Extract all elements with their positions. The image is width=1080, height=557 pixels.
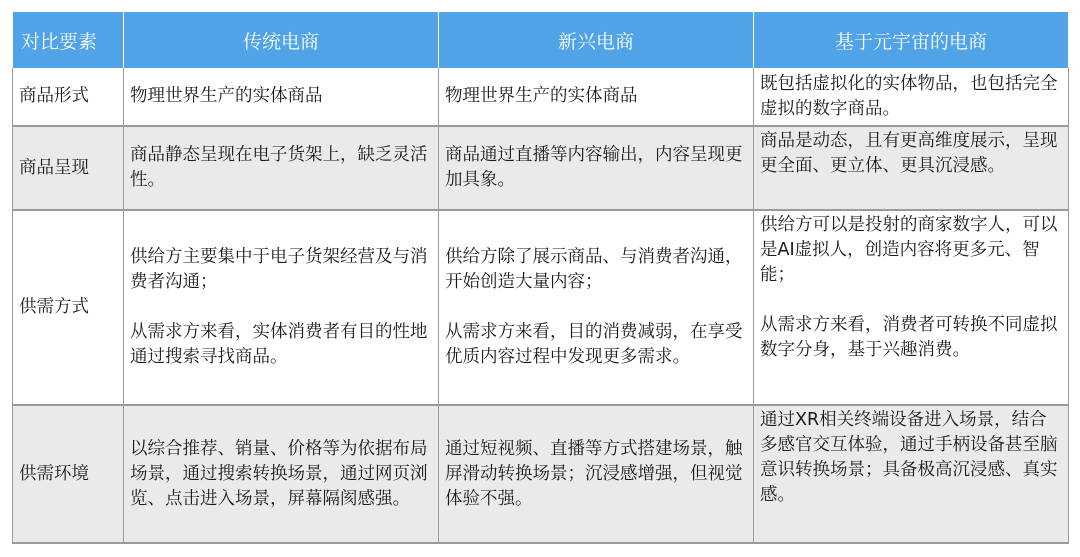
cell-text: 通过XR相关终端设备进入场景，结合多感官交互体验，通过手柄设备甚至脑意识转换场景；具备极高沉浸感、真实感。 bbox=[760, 410, 1058, 505]
table-row bbox=[13, 68, 1069, 126]
cell-traditional bbox=[124, 126, 439, 210]
cell-metaverse bbox=[754, 210, 1069, 405]
table-row bbox=[13, 405, 1069, 543]
cell-emerging bbox=[439, 68, 754, 126]
header-metaverse: 基于元宇宙的电商 bbox=[754, 12, 1069, 68]
cell-text: 商品静态呈现在电子货架上，缺乏灵活性。 bbox=[130, 145, 428, 190]
table-row bbox=[13, 210, 1069, 405]
header-emerging: 新兴电商 bbox=[439, 12, 754, 68]
cell-traditional bbox=[124, 210, 439, 405]
cell-emerging bbox=[439, 405, 754, 543]
cell-text: 供给方除了展示商品、与消费者沟通，开始创造大量内容； bbox=[445, 247, 743, 292]
row-label: 商品呈现 bbox=[13, 126, 124, 210]
cell-text: 既包括虚拟化的实体物品，也包括完全虚拟的数字商品。 bbox=[760, 73, 1058, 119]
cell-text: 通过短视频、直播等方式搭建场景，触屏滑动转换场景；沉浸感增强，但视觉体验不强。 bbox=[445, 438, 743, 509]
ecommerce-comparison-table bbox=[12, 12, 1069, 544]
cell-metaverse bbox=[754, 126, 1069, 210]
cell-text: 商品是动态，且有更高维度展示，呈现更全面、更立体、更具沉浸感。 bbox=[760, 131, 1058, 176]
cell-metaverse bbox=[754, 405, 1069, 543]
cell-text: 从需求方来看，消费者可转换不同虚拟数字分身，基于兴趣消费。 bbox=[760, 315, 1058, 360]
table-row bbox=[13, 126, 1069, 210]
cell-text: 从需求方来看，目的消费减弱，在享受优质内容过程中发现更多需求。 bbox=[445, 322, 743, 367]
header-row bbox=[13, 12, 1069, 68]
cell-emerging bbox=[439, 126, 754, 210]
cell-traditional bbox=[124, 68, 439, 126]
cell-text: 物理世界生产的实体商品 bbox=[445, 86, 638, 106]
cell-text: 以综合推荐、销量、价格等为依据布局场景，通过搜索转换场景，通过网页浏览、点击进入场景，屏幕隔阂感强。 bbox=[130, 438, 428, 509]
cell-metaverse bbox=[754, 68, 1069, 126]
header-factor: 对比要素 bbox=[13, 12, 124, 68]
row-label: 供需环境 bbox=[13, 405, 124, 543]
cell-text: 供给方可以是投射的商家数字人，可以是AI虚拟人，创造内容将更多元、智能； bbox=[760, 215, 1058, 285]
cell-text: 物理世界生产的实体商品 bbox=[130, 86, 323, 106]
row-label: 商品形式 bbox=[13, 68, 124, 126]
cell-text: 商品通过直播等内容输出，内容呈现更加具象。 bbox=[445, 145, 743, 190]
cell-traditional bbox=[124, 405, 439, 543]
cell-text: 从需求方来看，实体消费者有目的性地通过搜索寻找商品。 bbox=[130, 322, 428, 367]
row-label: 供需方式 bbox=[13, 210, 124, 405]
header-traditional: 传统电商 bbox=[124, 12, 439, 68]
cell-emerging bbox=[439, 210, 754, 405]
comparison-table-container bbox=[12, 12, 1068, 544]
cell-text: 供给方主要集中于电子货架经营及与消费者沟通； bbox=[130, 247, 428, 292]
